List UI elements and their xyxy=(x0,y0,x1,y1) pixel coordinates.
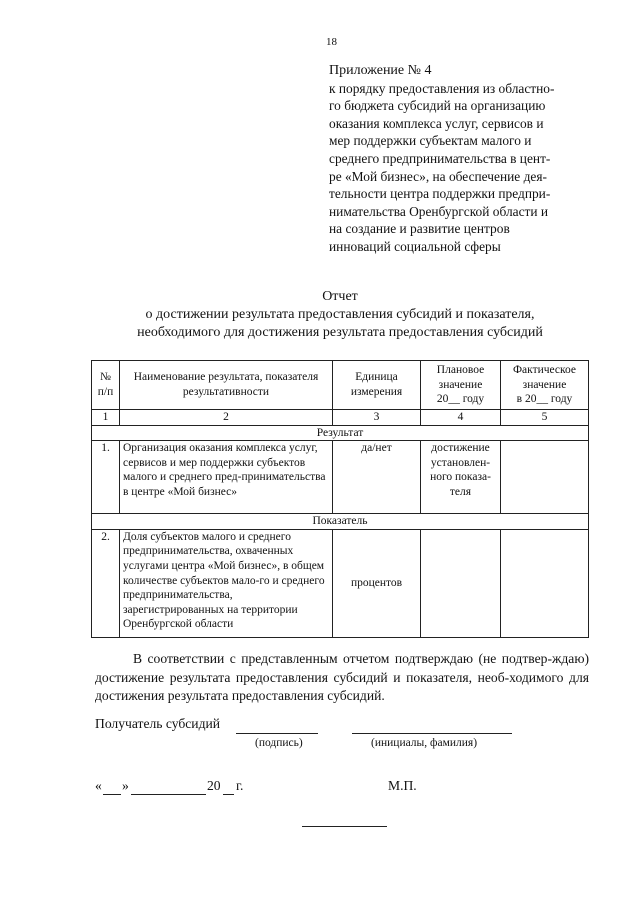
row-plan xyxy=(421,529,501,637)
appendix-line: нимательства Оренбургской области и xyxy=(329,203,549,219)
column-number: 2 xyxy=(120,410,333,426)
row-unit: да/нет xyxy=(333,441,421,514)
row-plan: достижение установлен-ного показа-теля xyxy=(421,441,501,514)
header-fact-label: Фактическое значение xyxy=(512,364,577,391)
name-caption: (инициалы, фамилия) xyxy=(371,737,478,749)
year-suffix: г. xyxy=(236,778,244,793)
appendix-line: оказания комплекса услуг, сервисов и xyxy=(329,115,544,131)
header-fact-year: в 20__ году xyxy=(516,393,573,406)
column-number: 5 xyxy=(501,410,589,426)
report-title: Отчет xyxy=(322,289,358,304)
month-line xyxy=(131,794,206,795)
name-line xyxy=(352,733,512,734)
table-row xyxy=(92,529,589,637)
appendix-title: Приложение № 4 xyxy=(329,63,432,78)
appendix-line: среднего предпринимательства в цент- xyxy=(329,150,551,166)
recipient-label: Получатель субсидий xyxy=(95,716,221,731)
row-num: 1. xyxy=(92,441,120,514)
header-fact xyxy=(501,361,589,410)
confirmation-paragraph xyxy=(95,650,589,706)
column-number: 1 xyxy=(92,410,120,426)
date-close-quote: » xyxy=(122,778,129,793)
table-row xyxy=(92,441,589,514)
row-unit: процентов xyxy=(333,529,421,637)
appendix-line: ре «Мой бизнес», на обеспечение дея- xyxy=(329,168,547,184)
report-table xyxy=(91,360,589,638)
page-number: 18 xyxy=(326,36,337,48)
signature-caption: (подпись) xyxy=(255,737,303,749)
column-number: 3 xyxy=(333,410,421,426)
year-line xyxy=(223,794,234,795)
day-line xyxy=(103,794,121,795)
header-plan-label: Плановое значение xyxy=(436,364,485,391)
table-header-row xyxy=(92,361,589,410)
footer-divider xyxy=(302,826,387,827)
appendix-line: инноваций социальной сферы xyxy=(329,238,501,254)
appendix-line: на создание и развитие центров xyxy=(329,221,510,237)
header-num: № п/п xyxy=(92,361,120,410)
appendix-line: го бюджета субсидий на организацию xyxy=(329,98,546,114)
header-unit: Единица измерения xyxy=(333,361,421,410)
signature-line xyxy=(236,733,318,734)
confirmation-text: В соответствии с представленным отчетом подтверждаю (не подтвер-ждаю) достижение результата предоставления субсидий и показателя, необ-ходимого для достижения результата предоставления субсидий. xyxy=(95,651,589,704)
row-num: 2. xyxy=(92,529,120,637)
appendix-block xyxy=(329,62,599,256)
section-indicator-row xyxy=(92,514,589,530)
row-name: Организация оказания комплекса услуг, сервисов и мер поддержки субъектов малого и среднего пред-принимательства в центре «Мой бизнес» xyxy=(120,441,333,514)
section-indicator-label: Показатель xyxy=(92,514,589,530)
stamp-place: М.П. xyxy=(388,778,417,793)
section-result-row xyxy=(92,425,589,441)
header-plan-year: 20__ году xyxy=(436,393,485,406)
header-plan xyxy=(421,361,501,410)
year-prefix: 20 xyxy=(207,778,221,793)
section-result-label: Результат xyxy=(92,425,589,441)
row-fact xyxy=(501,441,589,514)
report-subtitle-line: о достижении результата предоставления субсидий и показателя, xyxy=(145,307,535,322)
column-number: 4 xyxy=(421,410,501,426)
appendix-line: мер поддержки субъектам малого и xyxy=(329,133,532,149)
row-fact xyxy=(501,529,589,637)
date-open-quote: « xyxy=(95,778,102,793)
appendix-line: тельности центра поддержки предпри- xyxy=(329,186,551,202)
header-name: Наименование результата, показателя результативности xyxy=(120,361,333,410)
column-number-row xyxy=(92,410,589,426)
report-heading xyxy=(60,288,620,342)
report-subtitle-line: необходимого для достижения результата предоставления субсидий xyxy=(137,325,543,340)
appendix-line: к порядку предоставления из областно- xyxy=(329,80,555,96)
row-name: Доля субъектов малого и среднего предпринимательства, охваченных услугами центра «Мой бизнес», в общем количестве субъектов мало-го и среднего предпринимательства, зарегистрированных на территории Оренбургской области xyxy=(120,529,333,637)
